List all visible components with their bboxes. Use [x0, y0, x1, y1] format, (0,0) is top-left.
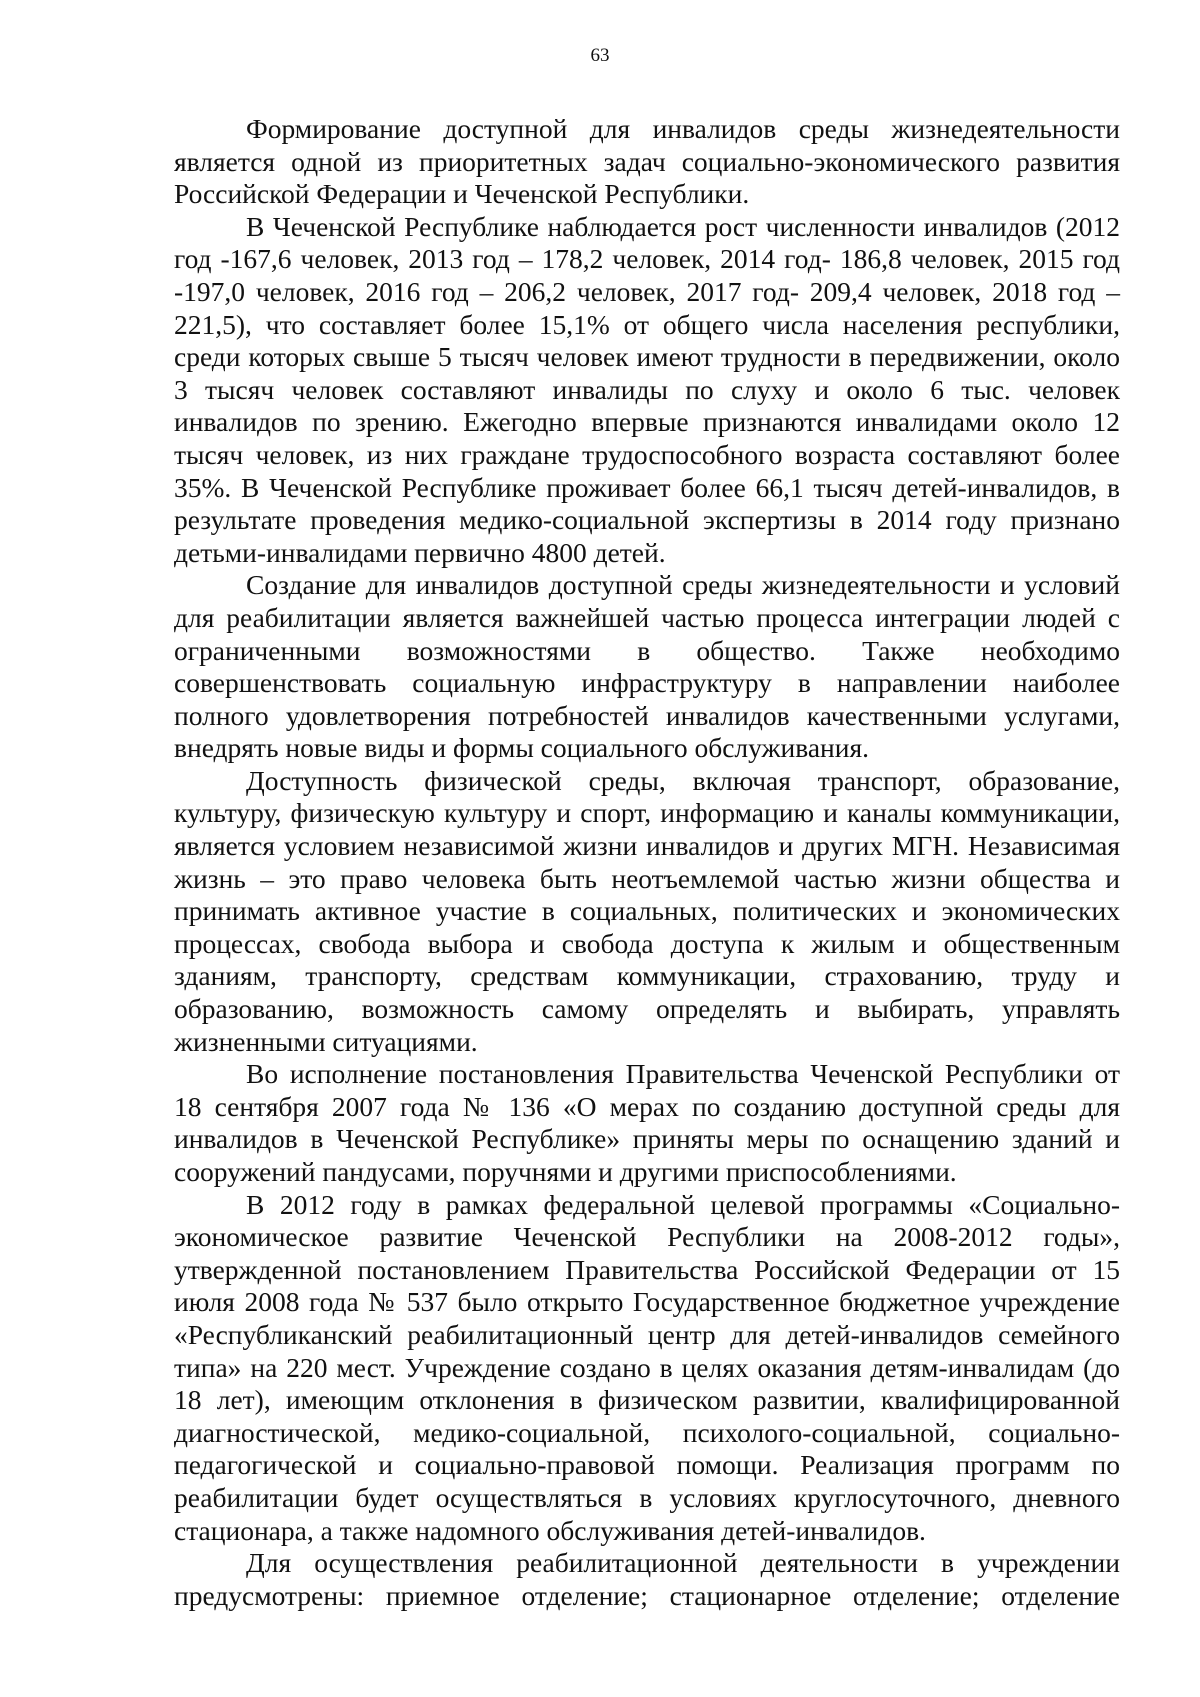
paragraph-government-resolution: Во исполнение постановления Правительства Чеченской Республики от 18 сентября 2007 года № 136 «О мерах по созданию доступной среды для инвалидов в Чеченской Республике» приняты меры по оснащению зданий и сооружений пандусами, поручнями и другими приспособлениями.	[174, 1058, 1120, 1187]
paragraph-center-departments: Для осуществления реабилитационной деятельности в учреждении предусмотрены: приемное отделение; стационарное отделение; отделение	[174, 1547, 1120, 1611]
paragraph-rehabilitation-conditions: Создание для инвалидов доступной среды жизнедеятельности и условий для реабилитации является важнейшей частью процесса интеграции людей с ограниченными возможностями в общество. Также необходимо совершенствовать социальную инфраструктуру в направлении наиболее полного удовлетворения потребностей инвалидов качественными услугами, внедрять новые виды и формы социального обслуживания.	[174, 569, 1120, 764]
paragraph-disability-statistics: В Чеченской Республике наблюдается рост численности инвалидов (2012 год -167,6 человек, 2013 год – 178,2 человек, 2014 год- 186,8 человек, 2015 год -197,0 человек, 2016 год – 206,2 человек, 2017 год- 209,4 человек, 2018 год – 221,5), что составляет более 15,1% от общего числа населения республики, среди которых свыше 5 тысяч человек имеют трудности в передвижении, около 3 тысяч человек составляют инвалиды по слуху и около 6 тыс. человек инвалидов по зрению. Ежегодно впервые признаются инвалидами около 12 тысяч человек, из них граждане трудоспособного возраста составляют более 35%. В Чеченской Республике проживает более 66,1 тысяч детей-инвалидов, в результате проведения медико-социальной экспертизы в 2014 году признано детьми-инвалидами первично 4800 детей.	[174, 210, 1120, 568]
paragraph-rehabilitation-center: В 2012 году в рамках федеральной целевой программы «Социально-экономическое развитие Чеченской Республики на 2008-2012 годы», утвержденной постановлением Правительства Российской Федерации от 15 июля 2008 года № 537 было открыто Государственное бюджетное учреждение «Республиканский реабилитационный центр для детей-инвалидов семейного типа» на 220 мест. Учреждение создано в целях оказания детям-инвалидам (до 18 лет), имеющим отклонения в физическом развитии, квалифицированной диагностической, медико-социальной, психолого-социальной, социально-педагогической и социально-правовой помощи. Реализация программ по реабилитации будет осуществляться в условиях круглосуточного, дневного стационара, а также надомного обслуживания детей-инвалидов.	[174, 1188, 1120, 1546]
paragraph-physical-accessibility: Доступность физической среды, включая транспорт, образование, культуру, физическую культуру и спорт, информацию и каналы коммуникации, является условием независимой жизни инвалидов и других МГН. Независимая жизнь – это право человека быть неотъемлемой частью жизни общества и принимать активное участие в социальных, политических и экономических процессах, свобода выбора и свобода доступа к жилым и общественным зданиям, транспорту, средствам коммуникации, страхованию, труду и образованию, возможность самому определять и выбирать, управлять жизненными ситуациями.	[174, 764, 1120, 1057]
document-body	[174, 113, 1120, 1612]
paragraph-accessible-environment: Формирование доступной для инвалидов среды жизнедеятельности является одной из приоритетных задач социально-экономического развития Российской Федерации и Чеченской Республики.	[174, 113, 1120, 210]
page-number: 63	[590, 45, 610, 66]
